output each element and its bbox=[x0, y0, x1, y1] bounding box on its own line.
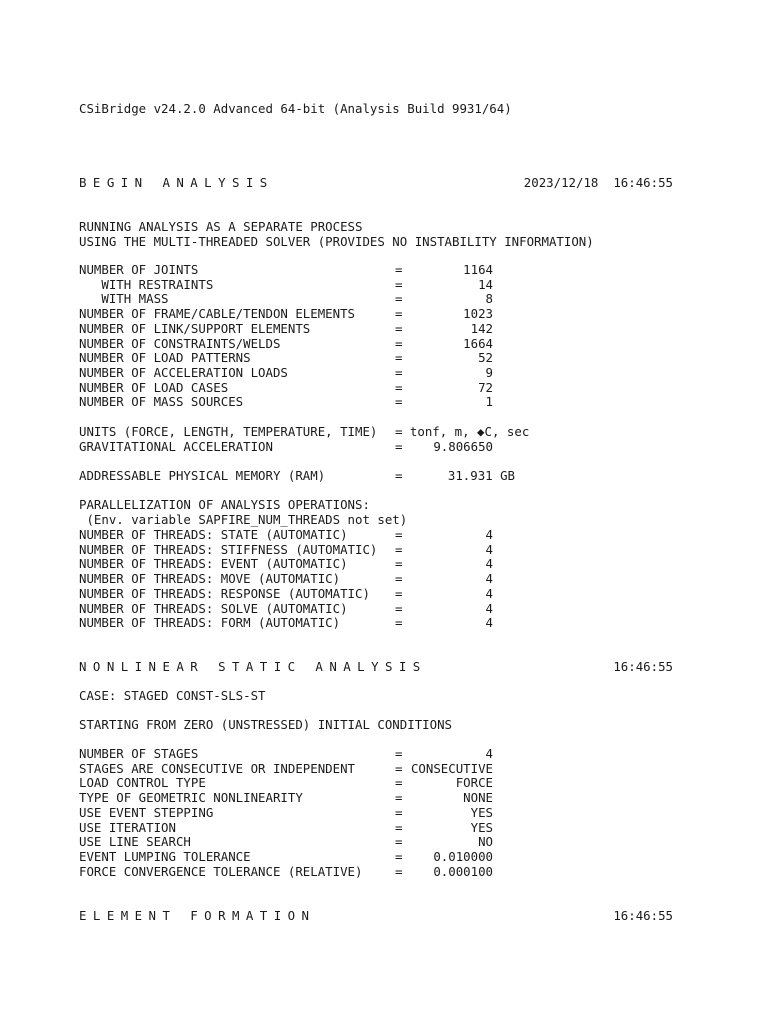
equals-sign: = bbox=[395, 571, 403, 587]
thread-label: NUMBER OF THREADS: RESPONSE (AUTOMATIC) bbox=[79, 585, 370, 601]
count-label: NUMBER OF ACCELERATION LOADS bbox=[79, 364, 288, 380]
count-value: 52 bbox=[478, 350, 493, 366]
count-label: NUMBER OF CONSTRAINTS/WELDS bbox=[79, 335, 281, 351]
equals-sign: = bbox=[395, 541, 403, 557]
thread-value: 4 bbox=[485, 600, 493, 616]
case-line: CASE: STAGED CONST-SLS-ST bbox=[79, 688, 266, 703]
element-formation-time: 16:46:55 bbox=[613, 908, 673, 923]
parallel-title: PARALLELIZATION OF ANALYSIS OPERATIONS: bbox=[79, 497, 370, 512]
count-row bbox=[79, 365, 699, 380]
param-row bbox=[79, 864, 699, 879]
param-row bbox=[79, 790, 699, 805]
param-label: STAGES ARE CONSECUTIVE OR INDEPENDENT bbox=[79, 760, 356, 776]
count-label: NUMBER OF JOINTS bbox=[79, 262, 199, 277]
thread-value: 4 bbox=[485, 571, 493, 587]
memory-label: ADDRESSABLE PHYSICAL MEMORY (RAM) bbox=[79, 468, 326, 483]
thread-label: NUMBER OF THREADS: STIFFNESS (AUTOMATIC) bbox=[79, 541, 378, 557]
thread-label: NUMBER OF THREADS: FORM (AUTOMATIC) bbox=[79, 615, 341, 631]
units-label: UNITS (FORCE, LENGTH, TEMPERATURE, TIME) bbox=[79, 424, 378, 439]
equals-sign: = bbox=[395, 291, 403, 307]
thread-label: NUMBER OF THREADS: MOVE (AUTOMATIC) bbox=[79, 571, 341, 587]
param-row bbox=[79, 820, 699, 835]
count-label: NUMBER OF LOAD CASES bbox=[79, 379, 229, 395]
count-row bbox=[79, 306, 699, 321]
equals-sign: = bbox=[395, 790, 403, 806]
count-label: NUMBER OF FRAME/CABLE/TENDON ELEMENTS bbox=[79, 306, 356, 322]
equals-sign: = bbox=[395, 379, 403, 395]
run-mode-line: RUNNING ANALYSIS AS A SEPARATE PROCESS bbox=[79, 219, 363, 234]
count-row bbox=[79, 291, 699, 306]
count-value: 1664 bbox=[463, 335, 493, 351]
count-label: WITH MASS bbox=[79, 291, 169, 307]
gravity-row bbox=[79, 439, 699, 454]
count-value: 8 bbox=[485, 291, 493, 307]
thread-row bbox=[79, 571, 699, 586]
param-value: 0.010000 bbox=[433, 848, 493, 864]
element-formation-heading: ELEMENT FORMATION bbox=[79, 908, 316, 923]
thread-value: 4 bbox=[485, 615, 493, 631]
param-label: FORCE CONVERGENCE TOLERANCE (RELATIVE) bbox=[79, 863, 363, 879]
units-row bbox=[79, 424, 699, 439]
count-label: NUMBER OF LINK/SUPPORT ELEMENTS bbox=[79, 320, 311, 336]
thread-value: 4 bbox=[485, 527, 493, 542]
param-label: TYPE OF GEOMETRIC NONLINEARITY bbox=[79, 790, 303, 806]
product-header: CSiBridge v24.2.0 Advanced 64-bit (Analysis Build 9931/64) bbox=[79, 101, 512, 116]
param-label: LOAD CONTROL TYPE bbox=[79, 775, 206, 791]
param-value: NONE bbox=[463, 790, 493, 806]
param-label: NUMBER OF STAGES bbox=[79, 746, 199, 761]
equals-sign: = bbox=[395, 276, 403, 292]
param-value: CONSECUTIVE bbox=[410, 760, 493, 776]
nonlinear-time: 16:46:55 bbox=[613, 659, 673, 674]
equals-sign: = bbox=[395, 262, 403, 277]
count-value: 1164 bbox=[463, 262, 493, 277]
count-label: NUMBER OF MASS SOURCES bbox=[79, 394, 244, 410]
param-value: NO bbox=[478, 834, 493, 850]
param-row bbox=[79, 834, 699, 849]
count-value: 14 bbox=[478, 276, 493, 292]
param-label: USE EVENT STEPPING bbox=[79, 804, 214, 820]
param-row bbox=[79, 805, 699, 820]
thread-row bbox=[79, 542, 699, 557]
count-row bbox=[79, 277, 699, 292]
count-label: NUMBER OF LOAD PATTERNS bbox=[79, 350, 251, 366]
memory-row bbox=[79, 468, 699, 483]
count-row bbox=[79, 336, 699, 351]
equals-sign: = bbox=[395, 364, 403, 380]
equals-sign: = bbox=[395, 394, 403, 410]
param-label: USE ITERATION bbox=[79, 819, 176, 835]
equals-sign: = bbox=[395, 834, 403, 850]
count-row bbox=[79, 262, 699, 277]
equals-sign: = bbox=[395, 320, 403, 336]
count-value: 72 bbox=[478, 379, 493, 395]
thread-row bbox=[79, 556, 699, 571]
count-value: 1 bbox=[485, 394, 493, 410]
count-label: WITH RESTRAINTS bbox=[79, 276, 214, 292]
equals-sign: = bbox=[395, 600, 403, 616]
param-row bbox=[79, 849, 699, 864]
thread-row bbox=[79, 615, 699, 630]
equals-sign: = bbox=[395, 585, 403, 601]
thread-label: NUMBER OF THREADS: EVENT (AUTOMATIC) bbox=[79, 556, 348, 572]
equals-sign: = bbox=[395, 527, 403, 542]
param-row bbox=[79, 775, 699, 790]
equals-sign: = bbox=[395, 760, 403, 776]
equals-sign: = bbox=[395, 350, 403, 366]
count-row bbox=[79, 321, 699, 336]
count-row bbox=[79, 350, 699, 365]
thread-value: 4 bbox=[485, 556, 493, 572]
param-value: 4 bbox=[485, 746, 493, 761]
equals-sign: = bbox=[395, 746, 403, 761]
equals-sign: = bbox=[395, 556, 403, 572]
count-value: 1023 bbox=[463, 306, 493, 322]
thread-row bbox=[79, 527, 699, 542]
gravity-value: 9.806650 bbox=[433, 439, 493, 454]
count-row bbox=[79, 380, 699, 395]
count-row bbox=[79, 394, 699, 409]
thread-label: NUMBER OF THREADS: SOLVE (AUTOMATIC) bbox=[79, 600, 348, 616]
equals-sign: = bbox=[395, 468, 403, 483]
param-row bbox=[79, 761, 699, 776]
gravity-label: GRAVITATIONAL ACCELERATION bbox=[79, 439, 273, 454]
equals-sign: = bbox=[395, 804, 403, 820]
memory-value: 31.931 GB bbox=[447, 468, 515, 483]
param-value: 0.000100 bbox=[433, 863, 493, 879]
thread-value: 4 bbox=[485, 541, 493, 557]
param-label: EVENT LUMPING TOLERANCE bbox=[79, 848, 251, 864]
parallel-note: (Env. variable SAPFIRE_NUM_THREADS not set) bbox=[79, 512, 408, 527]
equals-sign: = bbox=[395, 306, 403, 322]
count-value: 142 bbox=[470, 320, 493, 336]
param-value: YES bbox=[470, 804, 493, 820]
param-row bbox=[79, 746, 699, 761]
equals-sign: = bbox=[395, 335, 403, 351]
begin-analysis-datetime: 2023/12/18 16:46:55 bbox=[523, 175, 673, 190]
equals-sign: = bbox=[395, 848, 403, 864]
thread-label: NUMBER OF THREADS: STATE (AUTOMATIC) bbox=[79, 527, 348, 542]
equals-sign: = bbox=[395, 439, 403, 454]
param-label: USE LINE SEARCH bbox=[79, 834, 191, 850]
nonlinear-heading: NONLINEAR STATIC ANALYSIS bbox=[79, 659, 427, 674]
equals-sign: = bbox=[395, 819, 403, 835]
initial-conditions-line: STARTING FROM ZERO (UNSTRESSED) INITIAL CONDITIONS bbox=[79, 717, 452, 732]
equals-sign: = bbox=[395, 615, 403, 631]
solver-line: USING THE MULTI-THREADED SOLVER (PROVIDES NO INSTABILITY INFORMATION) bbox=[79, 234, 594, 249]
thread-row bbox=[79, 586, 699, 601]
begin-analysis-heading: BEGIN ANALYSIS bbox=[79, 175, 274, 190]
param-value: YES bbox=[470, 819, 493, 835]
thread-value: 4 bbox=[485, 585, 493, 601]
units-value: = tonf, m, ◆C, sec bbox=[395, 424, 530, 439]
thread-row bbox=[79, 601, 699, 616]
equals-sign: = bbox=[395, 863, 403, 879]
count-value: 9 bbox=[485, 364, 493, 380]
equals-sign: = bbox=[395, 775, 403, 791]
param-value: FORCE bbox=[455, 775, 493, 791]
